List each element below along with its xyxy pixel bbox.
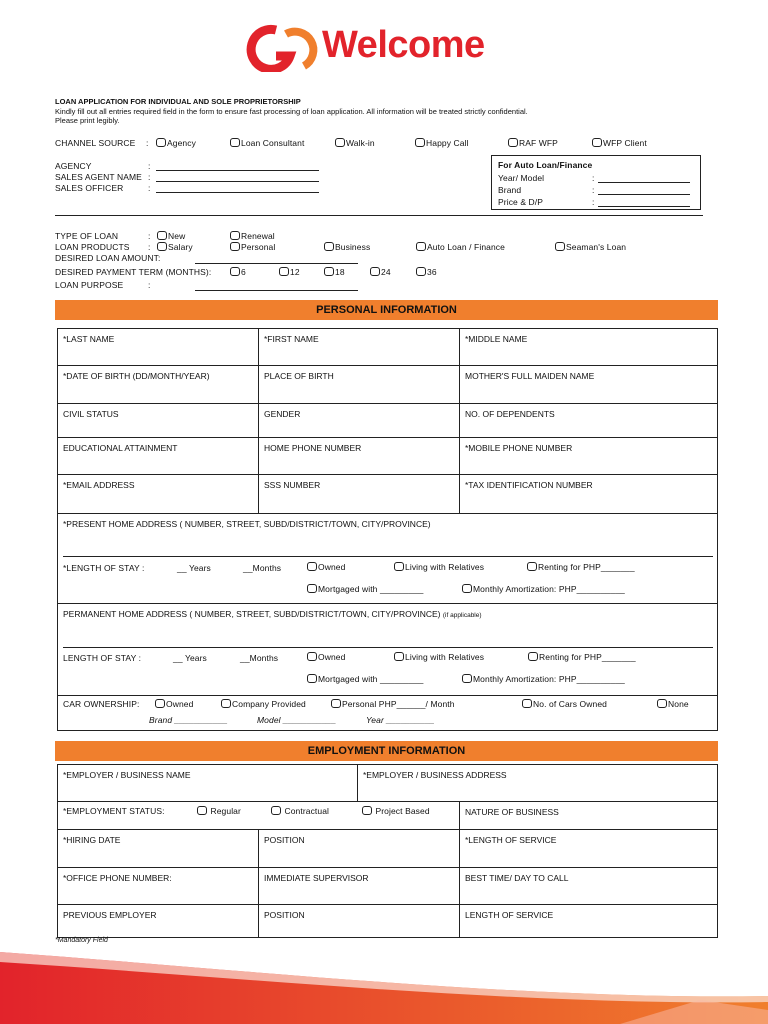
checkbox-icon[interactable]	[230, 242, 240, 251]
colon: :	[148, 242, 151, 252]
car-count[interactable]	[522, 699, 607, 709]
option-label: Happy Call	[426, 138, 469, 148]
checkbox-icon[interactable]	[416, 242, 426, 251]
field-label: HOME PHONE NUMBER	[264, 443, 362, 453]
checkbox-icon[interactable]	[370, 267, 380, 276]
year-model-label: Year/ Model	[498, 173, 545, 183]
option-label: Business	[335, 242, 371, 252]
best-time-cell[interactable]	[459, 867, 718, 905]
product-business[interactable]	[324, 242, 370, 252]
field-label: *MOBILE PHONE NUMBER	[465, 443, 573, 453]
field-label: POSITION	[264, 835, 305, 845]
channel-option-agency[interactable]	[156, 138, 196, 148]
type-option-new[interactable]	[157, 231, 185, 241]
prev-service-cell[interactable]	[459, 904, 718, 938]
permanent-years[interactable]: __ Years	[173, 653, 207, 663]
option-label: Contractual	[284, 806, 330, 816]
present-years[interactable]: __ Years	[177, 563, 211, 573]
car-brand[interactable]: Brand ___________	[149, 715, 228, 725]
maiden-name-cell[interactable]	[459, 365, 718, 404]
home-phone-cell[interactable]	[258, 437, 460, 475]
car-owned[interactable]	[155, 699, 193, 709]
checkbox-icon[interactable]	[522, 699, 532, 708]
field-label: *MIDDLE NAME	[465, 334, 528, 344]
channel-label: CHANNEL SOURCE	[55, 138, 136, 148]
field-label: *LENGTH OF SERVICE	[465, 835, 557, 845]
checkbox-icon[interactable]	[462, 674, 472, 683]
permanent-address-field[interactable]	[63, 647, 713, 648]
present-address-field[interactable]	[63, 556, 713, 557]
option-label: Walk-in	[346, 138, 375, 148]
divider	[55, 215, 703, 216]
product-personal[interactable]	[230, 242, 275, 252]
year-model-field[interactable]	[598, 182, 690, 183]
option-label: Mortgaged with _________	[318, 674, 424, 684]
checkbox-icon[interactable]	[230, 267, 240, 276]
present-mortgaged[interactable]	[307, 584, 423, 594]
type-label: TYPE OF LOAN	[55, 231, 119, 241]
status-contractual[interactable]	[271, 806, 329, 816]
status-label: *EMPLOYMENT STATUS:	[63, 806, 165, 816]
option-label: No. of Cars Owned	[533, 699, 607, 709]
field-label: *PRESENT HOME ADDRESS ( NUMBER, STREET, SUBD/DISTRICT/TOWN, CITY/PROVINCE)	[63, 519, 431, 529]
field-label: GENDER	[264, 409, 301, 419]
option-label: Monthly Amortization: PHP__________	[473, 674, 625, 684]
field-label: *FIRST NAME	[264, 334, 319, 344]
product-auto[interactable]	[416, 242, 505, 252]
colon: :	[592, 197, 595, 207]
field-label: *EMPLOYER / BUSINESS ADDRESS	[363, 770, 507, 780]
first-name-cell[interactable]	[258, 328, 460, 366]
checkbox-icon[interactable]	[307, 584, 317, 593]
option-label: None	[668, 699, 689, 709]
present-renting[interactable]	[527, 562, 635, 572]
option-label: 12	[290, 267, 300, 277]
field-label: BEST TIME/ DAY TO CALL	[465, 873, 569, 883]
checkbox-icon[interactable]	[157, 231, 167, 240]
field-label: NO. OF DEPENDENTS	[465, 409, 555, 419]
option-label: New	[168, 231, 186, 241]
checkbox-icon[interactable]	[279, 267, 289, 276]
colon: :	[148, 231, 151, 241]
checkbox-icon[interactable]	[157, 242, 167, 251]
present-stay-label: *LENGTH OF STAY :	[63, 563, 145, 573]
field-label: *HIRING DATE	[63, 835, 121, 845]
option-label: 6	[241, 267, 246, 277]
option-label: Owned	[166, 699, 194, 709]
checkbox-icon[interactable]	[197, 806, 207, 815]
agent-label: SALES AGENT NAME	[55, 172, 142, 182]
checkbox-icon[interactable]	[230, 231, 240, 240]
checkbox-icon[interactable]	[394, 562, 404, 571]
field-label: *EMAIL ADDRESS	[63, 480, 135, 490]
auto-box-title: For Auto Loan/Finance	[498, 160, 593, 170]
colon: :	[592, 185, 595, 195]
channel-option-happycall[interactable]	[415, 138, 469, 148]
channel-option-raf[interactable]	[508, 138, 558, 148]
car-year[interactable]: Year __________	[366, 715, 435, 725]
field-label: NATURE OF BUSINESS	[465, 807, 559, 817]
agency-label: AGENCY	[55, 161, 92, 171]
products-label: LOAN PRODUCTS	[55, 242, 130, 252]
option-label: 36	[427, 267, 437, 277]
footer-swoosh-icon	[0, 940, 768, 1024]
option-label: Living with Relatives	[405, 562, 485, 572]
colon: :	[148, 183, 151, 193]
channel-option-consultant[interactable]	[230, 138, 304, 148]
checkbox-icon[interactable]	[394, 652, 404, 661]
brand-field[interactable]	[598, 194, 690, 195]
checkbox-icon[interactable]	[415, 138, 425, 147]
option-label: 18	[335, 267, 345, 277]
option-label: RAF WFP	[519, 138, 558, 148]
checkbox-icon[interactable]	[155, 699, 165, 708]
car-model[interactable]: Model ___________	[257, 715, 337, 725]
nature-cell[interactable]	[459, 801, 718, 830]
colon: :	[148, 161, 151, 171]
field-label: *OFFICE PHONE NUMBER:	[63, 873, 172, 883]
option-label: Owned	[318, 562, 346, 572]
term-36[interactable]	[416, 267, 437, 277]
field-label: *LAST NAME	[63, 334, 115, 344]
colon: :	[148, 172, 151, 182]
purpose-field[interactable]	[195, 290, 358, 291]
email-cell[interactable]	[57, 474, 259, 514]
checkbox-icon[interactable]	[592, 138, 602, 147]
employer-cell[interactable]	[57, 764, 358, 802]
permanent-mortgaged[interactable]	[307, 674, 423, 684]
civil-status-cell[interactable]	[57, 403, 259, 438]
car-none[interactable]	[657, 699, 689, 709]
option-label: Living with Relatives	[405, 652, 485, 662]
field-label: *EMPLOYER / BUSINESS NAME	[63, 770, 191, 780]
purpose-label: LOAN PURPOSE	[55, 280, 124, 290]
car-personal[interactable]	[331, 699, 455, 709]
checkbox-icon[interactable]	[508, 138, 518, 147]
hiring-cell[interactable]	[57, 829, 259, 868]
amount-field[interactable]	[195, 263, 358, 264]
checkbox-icon[interactable]	[324, 242, 334, 251]
field-label: PREVIOUS EMPLOYER	[63, 910, 157, 920]
status-project[interactable]	[362, 806, 430, 816]
checkbox-icon[interactable]	[156, 138, 166, 147]
option-label: Loan Consultant	[241, 138, 305, 148]
employment-info-banner: EMPLOYMENT INFORMATION	[55, 741, 718, 761]
education-cell[interactable]	[57, 437, 259, 475]
field-label	[63, 609, 482, 619]
permanent-address-label: PERMANENT HOME ADDRESS ( NUMBER, STREET, SUBD/DISTRICT/TOWN, CITY/PROVINCE)	[63, 609, 441, 619]
checkbox-icon[interactable]	[307, 562, 317, 571]
permanent-owned[interactable]	[307, 652, 345, 662]
term-label: DESIRED PAYMENT TERM (MONTHS):	[55, 267, 212, 277]
colon: :	[148, 280, 151, 290]
present-months[interactable]: __Months	[243, 563, 282, 573]
checkbox-icon[interactable]	[657, 699, 667, 708]
permanent-months[interactable]: __Months	[240, 653, 279, 663]
checkbox-icon[interactable]	[307, 674, 317, 683]
price-field[interactable]	[598, 206, 690, 207]
option-label: Salary	[168, 242, 193, 252]
option-label: Personal PHP______/ Month	[342, 699, 455, 709]
checkbox-icon[interactable]	[462, 584, 472, 593]
personal-info-banner: PERSONAL INFORMATION	[55, 300, 718, 320]
present-amortization[interactable]	[462, 584, 625, 594]
field-label: SSS NUMBER	[264, 480, 321, 490]
product-seaman[interactable]	[555, 242, 626, 252]
brand-label: Brand	[498, 185, 522, 195]
permanent-relatives[interactable]	[394, 652, 484, 662]
checkbox-icon[interactable]	[528, 652, 538, 661]
colon: :	[146, 138, 149, 148]
sss-cell[interactable]	[258, 474, 460, 514]
price-label: Price & D/P	[498, 197, 544, 207]
field-label: IMMEDIATE SUPERVISOR	[264, 873, 369, 883]
option-label: Mortgaged with _________	[318, 584, 424, 594]
logo-mark-icon	[246, 22, 324, 72]
option-label: Agency	[167, 138, 196, 148]
option-label: Renewal	[241, 231, 275, 241]
option-label: Renting for PHP_______	[538, 562, 635, 572]
field-label: PLACE OF BIRTH	[264, 371, 334, 381]
option-label: Renting for PHP_______	[539, 652, 636, 662]
option-label: Auto Loan / Finance	[427, 242, 505, 252]
option-label: Seaman's Loan	[566, 242, 627, 252]
checkbox-icon[interactable]	[335, 138, 345, 147]
field-label: *TAX IDENTIFICATION NUMBER	[465, 480, 593, 490]
last-name-cell[interactable]	[57, 328, 259, 366]
service-cell[interactable]	[459, 829, 718, 868]
status-regular[interactable]	[197, 806, 241, 816]
dependents-cell[interactable]	[459, 403, 718, 438]
product-salary[interactable]	[157, 242, 193, 252]
field-label: LENGTH OF SERVICE	[465, 910, 554, 920]
option-label: Company Provided	[232, 699, 306, 709]
mandatory-note: *Mandatory Field	[55, 937, 108, 944]
option-label: 24	[381, 267, 391, 277]
car-company[interactable]	[221, 699, 306, 709]
gender-cell[interactable]	[258, 403, 460, 438]
brand-name: Welcome	[322, 24, 485, 66]
option-label: Project Based	[375, 806, 430, 816]
checkbox-icon[interactable]	[230, 138, 240, 147]
if-applicable-note: (if applicable)	[442, 612, 482, 619]
present-relatives[interactable]	[394, 562, 484, 572]
officer-field[interactable]	[156, 192, 319, 193]
office-phone-cell[interactable]	[57, 867, 259, 905]
permanent-renting[interactable]	[528, 652, 636, 662]
amount-label: DESIRED LOAN AMOUNT:	[55, 253, 161, 263]
checkbox-icon[interactable]	[331, 699, 341, 708]
tin-cell[interactable]	[459, 474, 718, 514]
field-label: POSITION	[264, 910, 305, 920]
agent-field[interactable]	[156, 181, 319, 182]
field-label: CIVIL STATUS	[63, 409, 119, 419]
officer-label: SALES OFFICER	[55, 183, 124, 193]
channel-option-wfp[interactable]	[592, 138, 647, 148]
permanent-stay-label: LENGTH OF STAY :	[63, 653, 142, 663]
present-owned[interactable]	[307, 562, 345, 572]
option-label: Regular	[210, 806, 241, 816]
position-cell[interactable]	[258, 829, 460, 868]
term-6[interactable]	[230, 267, 246, 277]
prev-position-cell[interactable]	[258, 904, 460, 938]
term-24[interactable]	[370, 267, 391, 277]
checkbox-icon[interactable]	[555, 242, 565, 251]
type-option-renewal[interactable]	[230, 231, 275, 241]
form-instructions: Kindly fill out all entries required field in the form to ensure fast processing of loan application. All information will be treated strictly confidential.	[55, 107, 528, 116]
car-label: CAR OWNERSHIP:	[63, 699, 140, 709]
mobile-cell[interactable]	[459, 437, 718, 475]
print-note: Please print legibly.	[55, 116, 120, 125]
supervisor-cell[interactable]	[258, 867, 460, 905]
auto-loan-box	[491, 155, 701, 210]
term-18[interactable]	[324, 267, 345, 277]
checkbox-icon[interactable]	[307, 652, 317, 661]
term-12[interactable]	[279, 267, 300, 277]
prev-employer-cell[interactable]	[57, 904, 259, 938]
pob-cell[interactable]	[258, 365, 460, 404]
option-label: Monthly Amortization: PHP__________	[473, 584, 625, 594]
agency-field[interactable]	[156, 170, 319, 171]
colon: :	[592, 173, 595, 183]
option-label: Personal	[241, 242, 276, 252]
checkbox-icon[interactable]	[362, 806, 372, 815]
field-label: *DATE OF BIRTH (DD/MONTH/YEAR)	[63, 371, 210, 381]
middle-name-cell[interactable]	[459, 328, 718, 366]
dob-cell[interactable]	[57, 365, 259, 404]
checkbox-icon[interactable]	[527, 562, 537, 571]
checkbox-icon[interactable]	[271, 806, 281, 815]
checkbox-icon[interactable]	[416, 267, 426, 276]
form-title: LOAN APPLICATION FOR INDIVIDUAL AND SOLE PROPRIETORSHIP	[55, 97, 301, 106]
employer-address-cell[interactable]	[357, 764, 718, 802]
checkbox-icon[interactable]	[221, 699, 231, 708]
channel-option-walkin[interactable]	[335, 138, 375, 148]
field-label: MOTHER'S FULL MAIDEN NAME	[465, 371, 595, 381]
option-label: Owned	[318, 652, 346, 662]
permanent-amortization[interactable]	[462, 674, 625, 684]
option-label: WFP Client	[603, 138, 647, 148]
field-label: EDUCATIONAL ATTAINMENT	[63, 443, 178, 453]
checkbox-icon[interactable]	[324, 267, 334, 276]
